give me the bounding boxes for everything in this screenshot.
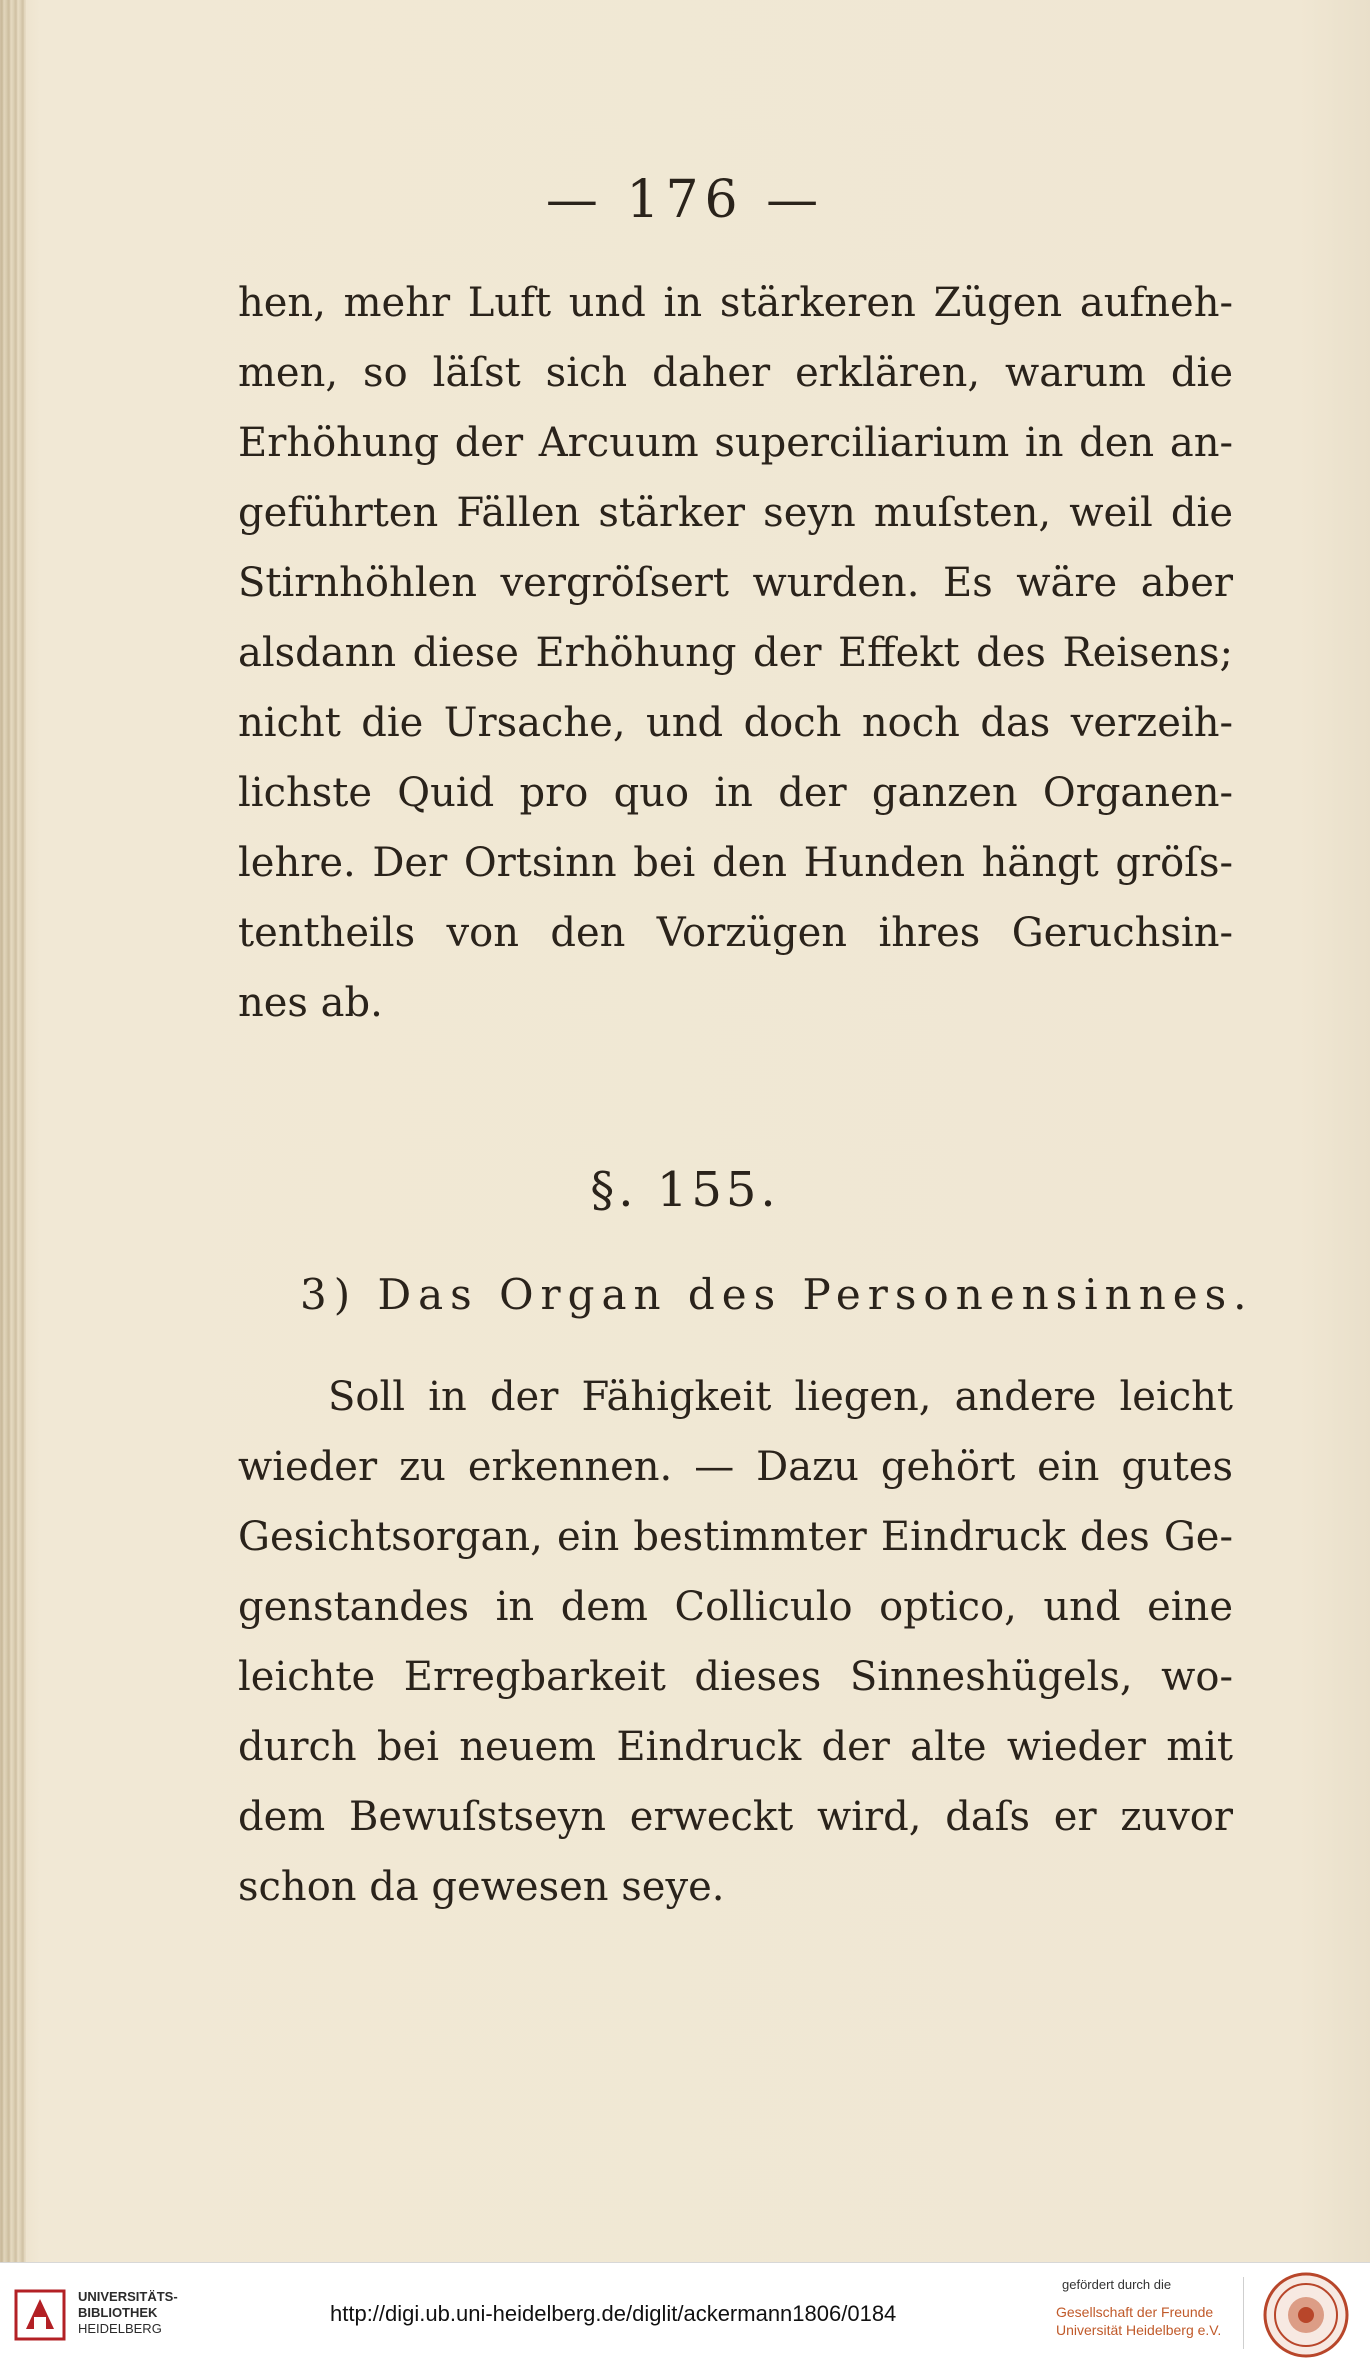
text-line: lehre. Der Ortsinn bei den Hunden hängt gröſs- — [238, 840, 1233, 886]
permalink[interactable]: http://digi.ub.uni-heidelberg.de/diglit/ackermann1806/0184 — [330, 2301, 897, 2326]
sponsor-name — [1056, 2303, 1221, 2339]
text-line: nes ab. — [238, 980, 383, 1026]
library-name-line: HEIDELBERG — [78, 2321, 162, 2336]
text-line: dem Bewuſstseyn erweckt wird, daſs er zuvor — [238, 1794, 1233, 1840]
library-name-line: BIBLIOTHEK — [78, 2305, 158, 2320]
text-line: Erhöhung der Arcuum superciliarium in den an- — [238, 420, 1233, 466]
text-line: nicht die Ursache, und doch noch das verzeih- — [238, 700, 1233, 746]
university-library-logo-icon — [14, 2289, 66, 2341]
sponsor-name-line: Universität Heidelberg e.V. — [1056, 2322, 1222, 2338]
sponsor-label: gefördert durch die — [1062, 2277, 1172, 2292]
sponsor-name-line: Gesellschaft der Freunde — [1056, 2304, 1214, 2320]
book-spine-edge — [0, 0, 26, 2262]
text-line: lichste Quid pro quo in der ganzen Organen- — [238, 770, 1233, 816]
text-line: wieder zu erkennen. — Dazu gehört ein gutes — [238, 1444, 1233, 1490]
society-seal-icon — [1262, 2271, 1350, 2359]
text-line: Soll in der Fähigkeit liegen, andere leicht — [328, 1374, 1233, 1420]
footer-divider — [1243, 2277, 1244, 2349]
text-line: durch bei neuem Eindruck der alte wieder mit — [238, 1724, 1233, 1770]
digitization-footer — [0, 2262, 1370, 2364]
text-line: genstandes in dem Colliculo optico, und eine — [238, 1584, 1233, 1630]
page-number: — 176 — — [545, 170, 825, 230]
section-title: 3) Das Organ des Personensinnes. — [300, 1270, 1254, 1319]
section-number: §. 155. — [590, 1162, 780, 1218]
paragraph — [238, 1362, 1233, 1922]
text-line: hen, mehr Luft und in stärkeren Zügen aufneh- — [238, 280, 1233, 326]
text-line: Stirnhöhlen vergröſsert wurden. Es wäre aber — [238, 560, 1233, 606]
text-line: alsdann diese Erhöhung der Effekt des Reisens; — [238, 630, 1233, 676]
text-line: leichte Erregbarkeit dieses Sinneshügels, wo- — [238, 1654, 1233, 1700]
text-line: men, so läſst sich daher erklären, warum die — [238, 350, 1233, 396]
text-line: geführten Fällen stärker seyn muſsten, weil die — [238, 490, 1233, 536]
text-line: Gesichtsorgan, ein bestimmter Eindruck des Ge- — [238, 1514, 1233, 1560]
paragraph-continued — [238, 268, 1233, 1038]
library-name-line: UNIVERSITÄTS- — [78, 2289, 178, 2304]
text-line: schon da gewesen seye. — [238, 1864, 725, 1910]
library-name — [78, 2289, 178, 2337]
text-line: tentheils von den Vorzügen ihres Geruchsin- — [238, 910, 1233, 956]
